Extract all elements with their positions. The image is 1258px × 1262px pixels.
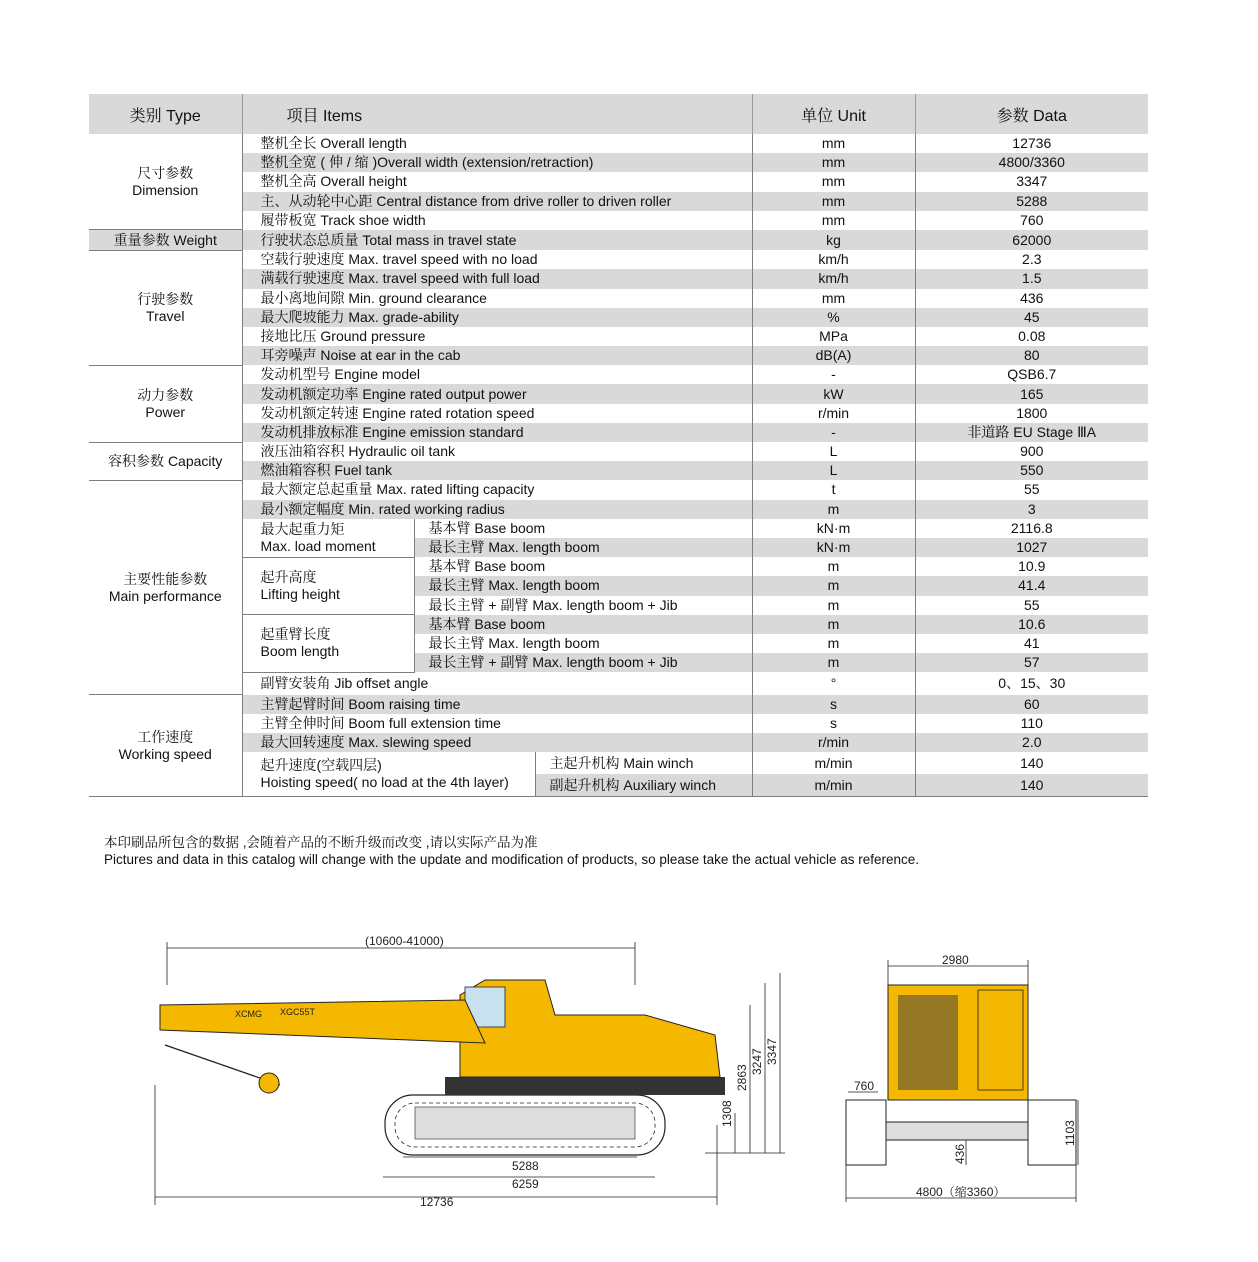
row-value: 165 (915, 384, 1148, 403)
row-unit: ° (752, 672, 915, 695)
row-value: 1.5 (915, 269, 1148, 288)
row-unit: kN·m (752, 519, 915, 538)
row-item: 燃油箱容积 Fuel tank (242, 461, 752, 480)
row-value: 1027 (915, 538, 1148, 557)
row-item: 最长主臂 Max. length boom (414, 576, 752, 595)
row-value: 3347 (915, 172, 1148, 191)
dim-12736: 12736 (420, 1195, 454, 1209)
spec-row (89, 404, 1148, 423)
row-item: 基本臂 Base boom (414, 519, 752, 538)
dim-2863: 2863 (735, 1064, 749, 1091)
row-value: 12736 (915, 134, 1148, 153)
row-unit: mm (752, 172, 915, 191)
dim-436: 436 (953, 1143, 967, 1164)
row-value: 80 (915, 346, 1148, 365)
row-unit: m (752, 615, 915, 634)
row-item: 整机全宽 ( 伸 / 缩 )Overall width (extension/retraction) (242, 153, 752, 172)
spec-row (89, 153, 1148, 172)
row-value: 57 (915, 653, 1148, 672)
row-unit: m (752, 653, 915, 672)
row-item: 主起升机构 Main winch (535, 752, 752, 774)
row-unit: km/h (752, 269, 915, 288)
spec-row (89, 211, 1148, 230)
spec-row (89, 134, 1148, 153)
row-item: 最大回转速度 Max. slewing speed (242, 733, 752, 752)
row-unit: m/min (752, 752, 915, 774)
row-value: 60 (915, 695, 1148, 714)
row-value: 4800/3360 (915, 153, 1148, 172)
row-value: 0.08 (915, 327, 1148, 346)
dim-6259: 6259 (512, 1177, 539, 1191)
row-unit: L (752, 442, 915, 461)
spec-row (89, 384, 1148, 403)
row-unit: - (752, 365, 915, 384)
spec-row (89, 557, 1148, 576)
row-unit: mm (752, 134, 915, 153)
row-value: 3 (915, 500, 1148, 519)
row-value: 41.4 (915, 576, 1148, 595)
row-item: 最小额定幅度 Min. rated working radius (242, 500, 752, 519)
row-value: 140 (915, 774, 1148, 797)
row-item: 主臂起臂时间 Boom raising time (242, 695, 752, 714)
dim-2980: 2980 (942, 953, 969, 967)
subgroup-hoisting: 起升速度(空载四层) Hoisting speed( no load at the 4th layer) (242, 752, 535, 797)
crane-front-body (846, 985, 1076, 1165)
row-unit: m (752, 596, 915, 615)
row-item: 主、从动轮中心距 Central distance from drive roller to driven roller (242, 192, 752, 211)
row-unit: r/min (752, 733, 915, 752)
spec-row (89, 172, 1148, 191)
row-item: 基本臂 Base boom (414, 615, 752, 634)
spec-row (89, 346, 1148, 365)
spec-row (89, 192, 1148, 211)
group-travel: 行驶参数 Travel (89, 250, 242, 365)
row-unit: mm (752, 289, 915, 308)
row-item: 接地比压 Ground pressure (242, 327, 752, 346)
row-unit: m (752, 634, 915, 653)
row-unit: r/min (752, 404, 915, 423)
row-item: 耳旁噪声 Noise at ear in the cab (242, 346, 752, 365)
row-unit: MPa (752, 327, 915, 346)
dim-3247: 3247 (750, 1048, 764, 1075)
row-value: 62000 (915, 230, 1148, 250)
spec-row (89, 714, 1148, 733)
row-unit: mm (752, 192, 915, 211)
row-item: 最大额定总起重量 Max. rated lifting capacity (242, 480, 752, 499)
row-item: 发动机排放标准 Engine emission standard (242, 423, 752, 442)
spec-row (89, 250, 1148, 269)
spec-header-row (89, 94, 1148, 134)
spec-row (89, 752, 1148, 774)
row-item: 最长主臂 + 副臂 Max. length boom + Jib (414, 653, 752, 672)
row-item: 整机全高 Overall height (242, 172, 752, 191)
row-unit: m (752, 500, 915, 519)
header-type: 类别 Type (89, 94, 242, 134)
row-unit: mm (752, 153, 915, 172)
row-unit: m/min (752, 774, 915, 797)
subgroup-load-moment: 最大起重力矩 Max. load moment (242, 519, 414, 557)
row-value: 55 (915, 480, 1148, 499)
row-item: 副臂安装角 Jib offset angle (242, 672, 752, 695)
dim-1103: 1103 (1063, 1120, 1077, 1146)
spec-row (89, 500, 1148, 519)
spec-row (89, 461, 1148, 480)
row-unit: kg (752, 230, 915, 250)
row-value: 45 (915, 308, 1148, 327)
header-items: 项目 Items (242, 94, 752, 134)
subgroup-lifting-height: 起升高度 Lifting height (242, 557, 414, 615)
row-item: 液压油箱容积 Hydraulic oil tank (242, 442, 752, 461)
row-value: 550 (915, 461, 1148, 480)
model-label: XGC55T (280, 1007, 316, 1017)
disclaimer-note (104, 834, 919, 868)
spec-row (89, 269, 1148, 288)
spec-body (89, 134, 1148, 797)
row-value: 110 (915, 714, 1148, 733)
note-cn: 本印刷品所包含的数据 ,会随着产品的不断升级而改变 ,请以实际产品为准 (104, 835, 538, 850)
spec-row (89, 672, 1148, 695)
row-item: 行驶状态总质量 Total mass in travel state (242, 230, 752, 250)
spec-row (89, 365, 1148, 384)
row-item: 空载行驶速度 Max. travel speed with no load (242, 250, 752, 269)
group-speed: 工作速度 Working speed (89, 695, 242, 797)
row-unit: km/h (752, 250, 915, 269)
row-unit: L (752, 461, 915, 480)
row-item: 履带板宽 Track shoe width (242, 211, 752, 230)
header-unit: 单位 Unit (752, 94, 915, 134)
header-data: 参数 Data (915, 94, 1148, 134)
row-value: 140 (915, 752, 1148, 774)
row-value: QSB6.7 (915, 365, 1148, 384)
row-value: 2116.8 (915, 519, 1148, 538)
dim-1308: 1308 (720, 1100, 734, 1127)
row-item: 最长主臂 Max. length boom (414, 538, 752, 557)
row-value: 1800 (915, 404, 1148, 423)
row-unit: - (752, 423, 915, 442)
row-item: 满载行驶速度 Max. travel speed with full load (242, 269, 752, 288)
spec-row (89, 733, 1148, 752)
spec-row (89, 308, 1148, 327)
row-item: 最大爬坡能力 Max. grade-ability (242, 308, 752, 327)
row-unit: % (752, 308, 915, 327)
row-value: 760 (915, 211, 1148, 230)
spec-row (89, 289, 1148, 308)
row-unit: m (752, 576, 915, 595)
dim-760: 760 (854, 1079, 875, 1093)
row-value: 10.6 (915, 615, 1148, 634)
side-view-drawing (145, 925, 805, 1210)
row-item: 副起升机构 Auxiliary winch (535, 774, 752, 797)
row-item: 主臂全伸时间 Boom full extension time (242, 714, 752, 733)
spec-row (89, 442, 1148, 461)
row-value: 2.0 (915, 733, 1148, 752)
crane-side-body (160, 980, 725, 1155)
row-unit: dB(A) (752, 346, 915, 365)
group-weight: 重量参数 Weight (89, 230, 242, 250)
row-unit: m (752, 557, 915, 576)
row-item: 发动机型号 Engine model (242, 365, 752, 384)
row-unit: t (752, 480, 915, 499)
spec-row (89, 615, 1148, 634)
spec-row (89, 519, 1148, 538)
spec-row (89, 480, 1148, 499)
row-item: 整机全长 Overall length (242, 134, 752, 153)
group-power: 动力参数 Power (89, 365, 242, 442)
row-item: 基本臂 Base boom (414, 557, 752, 576)
spec-row (89, 695, 1148, 714)
row-item: 最小离地间隙 Min. ground clearance (242, 289, 752, 308)
row-value: 5288 (915, 192, 1148, 211)
row-value: 436 (915, 289, 1148, 308)
group-capacity: 容积参数 Capacity (89, 442, 242, 480)
row-unit: s (752, 695, 915, 714)
row-unit: kN·m (752, 538, 915, 557)
dim-3347: 3347 (765, 1038, 779, 1065)
brand-label: XCMG (235, 1009, 262, 1019)
row-value: 55 (915, 596, 1148, 615)
row-value: 0、15、30 (915, 672, 1148, 695)
row-item: 发动机额定功率 Engine rated output power (242, 384, 752, 403)
group-main: 主要性能参数 Main performance (89, 480, 242, 694)
row-value: 900 (915, 442, 1148, 461)
row-value: 非道路 EU Stage ⅢA (915, 423, 1148, 442)
front-view-drawing (838, 950, 1093, 1205)
row-item: 最长主臂 + 副臂 Max. length boom + Jib (414, 596, 752, 615)
row-unit: kW (752, 384, 915, 403)
row-unit: mm (752, 211, 915, 230)
spec-row (89, 230, 1148, 250)
spec-row (89, 327, 1148, 346)
dim-4800: 4800（缩3360） (916, 1185, 1006, 1199)
note-en: Pictures and data in this catalog will change with the update and modification of products, so please take the actual vehicle as reference. (104, 852, 919, 867)
row-item: 最长主臂 Max. length boom (414, 634, 752, 653)
spec-row (89, 423, 1148, 442)
dim-boom-range: (10600-41000) (365, 934, 444, 948)
row-value: 2.3 (915, 250, 1148, 269)
group-dimension: 尺寸参数 Dimension (89, 134, 242, 230)
row-value: 10.9 (915, 557, 1148, 576)
row-value: 41 (915, 634, 1148, 653)
row-item: 发动机额定转速 Engine rated rotation speed (242, 404, 752, 423)
subgroup-boom-length: 起重臂长度 Boom length (242, 615, 414, 673)
dim-5288: 5288 (512, 1159, 539, 1173)
spec-table (89, 94, 1148, 797)
row-unit: s (752, 714, 915, 733)
